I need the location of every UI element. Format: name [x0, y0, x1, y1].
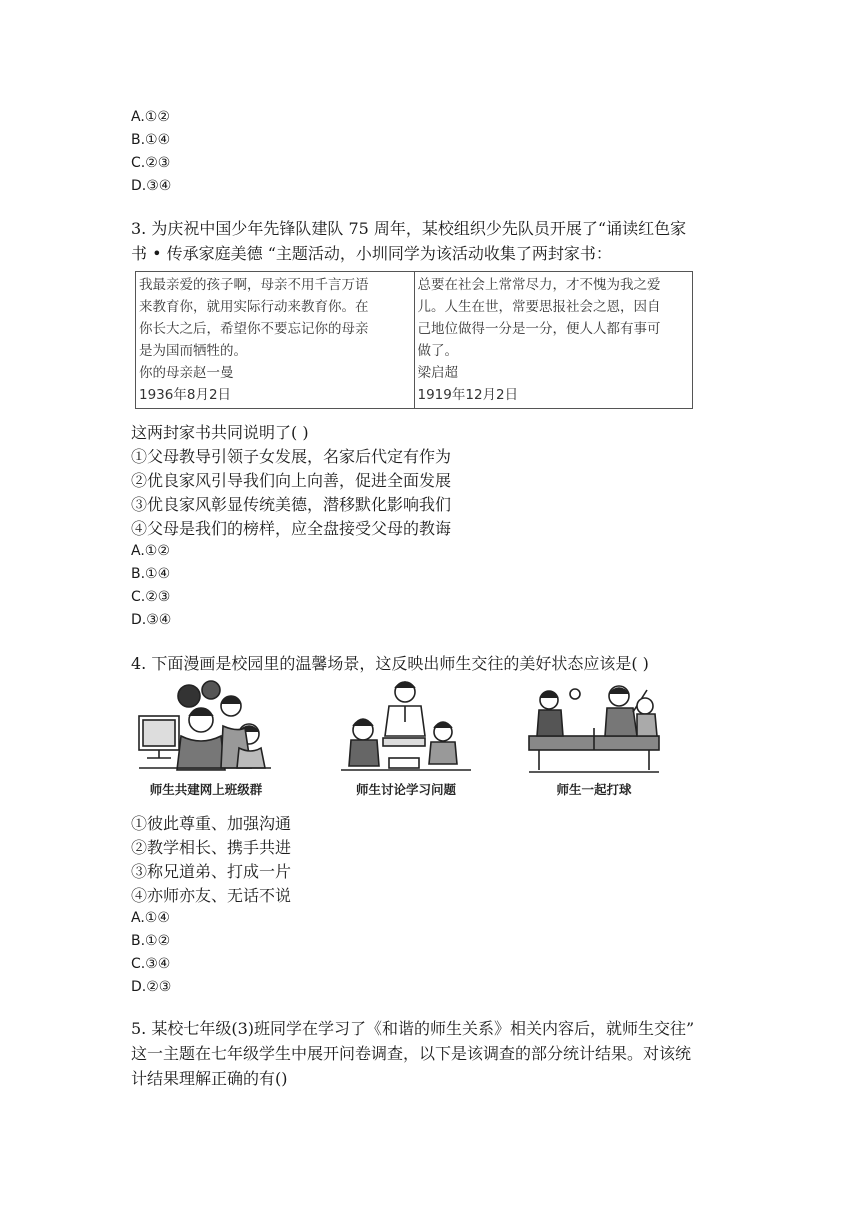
letter-signature: 你的母亲赵一曼 — [139, 365, 234, 381]
q3-statement-1: ①父母教导引领子女发展，名家后代定有作为 — [131, 447, 452, 466]
q4-statement-2: ②教学相长、携手共进 — [131, 838, 292, 857]
cartoon-class-group — [131, 676, 281, 804]
caption-discussion: 师生讨论学习问题 — [355, 782, 456, 797]
q3-statement-4: ④父母是我们的榜样，应全盘接受父母的教诲 — [131, 519, 452, 538]
cartoon-panels — [131, 676, 671, 806]
caption-class-group: 师生共建网上班级群 — [149, 782, 263, 797]
q4-statement-1: ①彼此尊重、加强沟通 — [131, 814, 292, 833]
q3-stem-line2: 书 • 传承家庭美德 “主题活动，小圳同学为该活动收集了两封家书： — [131, 244, 612, 263]
q2-option-c: C.②③ — [131, 155, 171, 171]
q4-option-c: C.③④ — [131, 956, 171, 972]
letter-line: 是为国而牺牲的。 — [139, 343, 247, 359]
letter-line: 做了。 — [417, 343, 458, 359]
q3-stem-line1: 3. 为庆祝中国少年先锋队建队 75 周年，某校组织少先队员开展了“诵读红色家 — [131, 219, 687, 238]
letter-liang-qichao — [414, 272, 693, 409]
q3-option-c: C.②③ — [131, 589, 171, 605]
q5-stem-line3: 计结果理解正确的有() — [131, 1069, 288, 1088]
letter-date: 1919年12月2日 — [417, 387, 519, 403]
letter-line: 你长大之后，希望你不要忘记你的母亲 — [139, 321, 369, 337]
q3-statement-2: ②优良家风引导我们向上向善，促进全面发展 — [131, 471, 452, 490]
q2-option-b: B.①④ — [131, 132, 171, 148]
q4-stem: 4. 下面漫画是校园里的温馨场景，这反映出师生交往的美好状态应该是( ) — [131, 654, 649, 673]
q3-statement-3: ③优良家风彰显传统美德，潜移默化影响我们 — [131, 495, 452, 514]
family-letters-table — [135, 271, 693, 409]
q2-option-d: D.③④ — [131, 178, 172, 194]
q2-option-a: A.①② — [131, 109, 170, 125]
letter-signature: 梁启超 — [417, 365, 458, 381]
q5-stem-line2: 这一主题在七年级学生中展开问卷调查，以下是该调查的部分统计结果。对该统 — [131, 1044, 692, 1063]
q4-statement-4: ④亦师亦友、无话不说 — [131, 886, 292, 905]
q3-option-b: B.①④ — [131, 566, 171, 582]
ping-pong-illustration — [519, 676, 669, 776]
letter-date: 1936年8月2日 — [139, 387, 232, 403]
q4-option-a: A.①④ — [131, 910, 170, 926]
cartoon-playing-ball — [519, 676, 669, 804]
q5-stem-line1: 5. 某校七年级(3)班同学在学习了《和谐的师生关系》相关内容后，就师生交往” — [131, 1019, 695, 1038]
letter-zhao-yiman — [136, 272, 415, 409]
computer-group-illustration — [131, 676, 281, 776]
q3-option-d: D.③④ — [131, 612, 172, 628]
q4-option-d: D.②③ — [131, 979, 172, 995]
caption-playing-ball: 师生一起打球 — [556, 782, 632, 797]
q4-statement-3: ③称兄道弟、打成一片 — [131, 862, 292, 881]
letter-line: 己地位做得一分是一分，便人人都有事可 — [417, 321, 661, 337]
letter-line: 总要在社会上常常尽力，才不愧为我之爱 — [417, 277, 661, 293]
letter-line: 我最亲爱的孩子啊，母亲不用千言万语 — [139, 277, 369, 293]
letter-line: 儿。人生在世，常要思报社会之恩，因自 — [417, 299, 661, 315]
q4-option-b: B.①② — [131, 933, 171, 949]
discussion-illustration — [331, 676, 481, 776]
q3-question: 这两封家书共同说明了( ) — [131, 423, 309, 442]
cartoon-discussion — [331, 676, 481, 804]
letter-line: 来教育你，就用实际行动来教育你。在 — [139, 299, 369, 315]
q3-option-a: A.①② — [131, 543, 170, 559]
